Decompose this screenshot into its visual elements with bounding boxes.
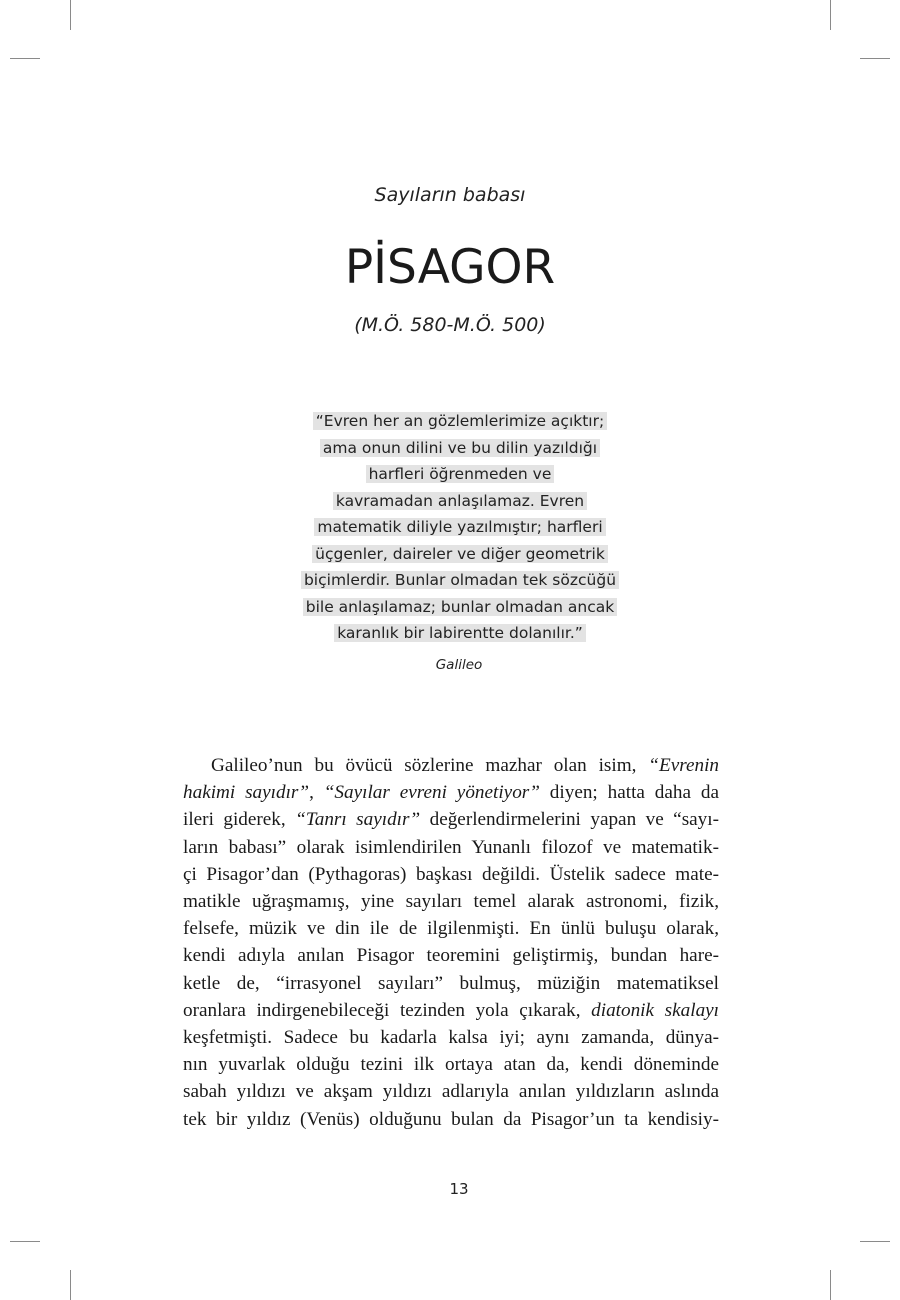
epigraph-quote [250, 408, 670, 647]
body-paragraph [183, 752, 719, 1133]
quote-line: matematik diliyle yazılmıştır; harfleri [250, 514, 670, 541]
quote-line: ama onun dilini ve bu dilin yazıldığı [250, 435, 670, 462]
paragraph-line: çi Pisagor’dan (Pythagoras) başkası değildi. Üstelik sadece mate- [183, 863, 719, 885]
quote-line: “Evren her an gözlemlerimize açıktır; [250, 408, 670, 435]
paragraph-line: matikle uğraşmamış, yine sayıları temel alarak astronomi, fizik, [183, 891, 719, 913]
paragraph-line: sabah yıldızı ve akşam yıldızı adlarıyla anılan yıldızların aslında [183, 1081, 719, 1103]
quote-line: bile anlaşılamaz; bunlar olmadan ancak [250, 594, 670, 621]
quote-line: kavramadan anlaşılamaz. Evren [250, 488, 670, 515]
chapter-dates: (M.Ö. 580-M.Ö. 500) [354, 314, 546, 336]
crop-mark-right-bottom [860, 1241, 890, 1242]
paragraph-line: oranlara indirgenebileceği tezinden yola çıkarak, diatonik skalayı [183, 999, 720, 1021]
paragraph-line: kendi adıyla anılan Pisagor teoremini geliştirmiş, bundan hare- [183, 945, 719, 967]
crop-mark-left-top [10, 58, 40, 59]
paragraph-line: hakimi sayıdır”, “Sayılar evreni yönetiyor” diyen; hatta daha da [183, 782, 719, 804]
quote-line: biçimlerdir. Bunlar olmadan tek sözcüğü [250, 567, 670, 594]
paragraph-line: ların babası” olarak isimlendirilen Yunanlı filozof ve matematik- [183, 836, 719, 858]
crop-mark-bottom-right [830, 1270, 831, 1300]
paragraph-line: keşfetmişti. Sadece bu kadarla kalsa iyi; aynı zamanda, dünya- [183, 1027, 719, 1049]
paragraph-line: ileri giderek, “Tanrı sayıdır” değerlendirmelerini yapan ve “sayı- [183, 809, 719, 831]
crop-mark-left-bottom [10, 1241, 40, 1242]
quote-line: karanlık bir labirentte dolanılır.” [250, 620, 670, 647]
crop-mark-right-top [860, 58, 890, 59]
crop-mark-top-left [70, 0, 71, 30]
paragraph-line: tek bir yıldız (Venüs) olduğunu bulan da Pisagor’un ta kendisiy- [183, 1108, 719, 1130]
quote-line: üçgenler, daireler ve diğer geometrik [250, 541, 670, 568]
crop-mark-top-right [830, 0, 831, 30]
paragraph-line: nın yuvarlak olduğu tezini ilk ortaya atan da, kendi döneminde [183, 1054, 719, 1076]
quote-author: Galileo [435, 657, 483, 673]
chapter-subtitle: Sayıların babası [374, 184, 526, 206]
paragraph-line: Galileo’nun bu övücü sözlerine mazhar olan isim, “Evrenin [211, 755, 719, 776]
quote-line: harfleri öğrenmeden ve [250, 461, 670, 488]
paragraph-line: ketle de, “irrasyonel sayıları” bulmuş, müziğin matematiksel [183, 972, 719, 994]
page-number: 13 [449, 1180, 469, 1198]
crop-mark-bottom-left [70, 1270, 71, 1300]
chapter-title: PİSAGOR [344, 240, 556, 295]
paragraph-line: felsefe, müzik ve din ile de ilgilenmişti. En ünlü buluşu olarak, [183, 918, 719, 940]
